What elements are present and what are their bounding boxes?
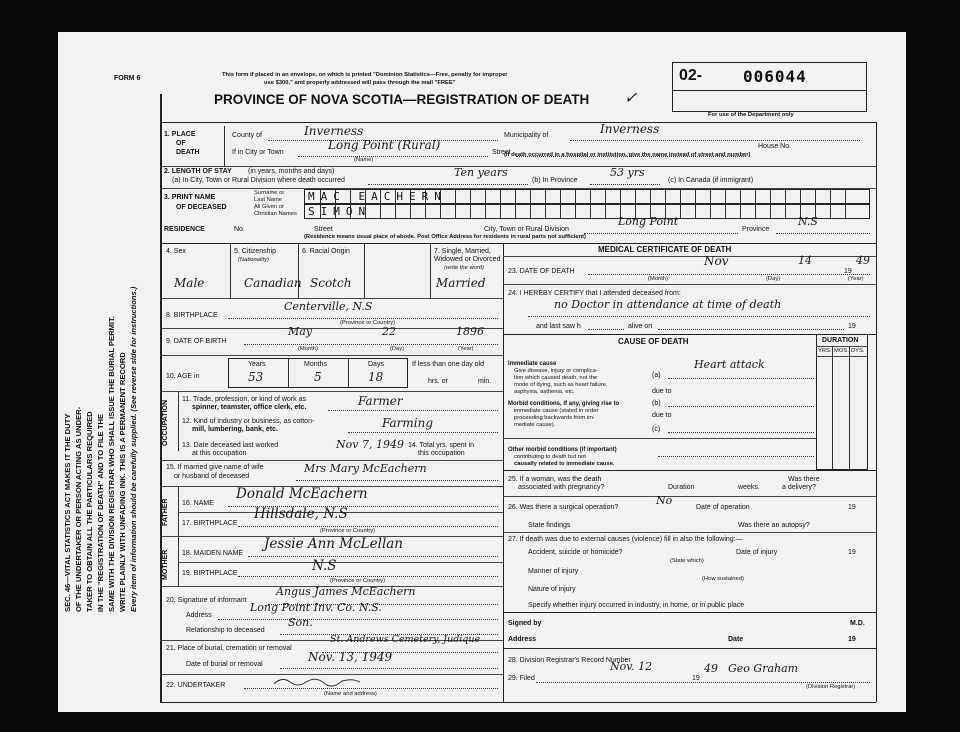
age-months: 5 — [314, 370, 322, 384]
surgical-value: No — [656, 494, 673, 507]
label-address-2: Address — [508, 636, 537, 643]
label-mother-maiden: 18. MAIDEN NAME — [182, 550, 244, 557]
label-father-name: 16. NAME — [182, 500, 214, 507]
trade-value: Farmer — [358, 394, 403, 408]
label-father-bp: 17. BIRTHPLACE — [182, 520, 238, 527]
label-christian: Christian Names — [254, 211, 297, 217]
burial-place-value: St. Andrews Cemetery, Judique — [330, 634, 481, 645]
label-racial: 6. Racial Origin — [302, 248, 350, 255]
label-stay-a: (a) In City, Town or Rural Division where death occurred — [172, 177, 345, 184]
dob-month: May — [288, 325, 313, 338]
morbid-desc-3: mediate cause). — [514, 422, 556, 428]
label-death: DEATH — [176, 149, 200, 156]
label-weeks: weeks. — [738, 484, 760, 491]
label-trade-b: spinner, teamster, office clerk, etc. — [192, 404, 307, 411]
label-record-number: 28. Division Registrar's Record Number — [508, 657, 631, 664]
label-place: 1. PLACE — [164, 131, 196, 138]
label-filed: 29. Filed — [508, 675, 535, 682]
label-pregnancy-b: associated with pregnancy? — [518, 484, 605, 491]
label-all-given: All Given or — [254, 204, 284, 210]
label-d-month: (Month) — [648, 276, 668, 282]
label-total-yrs-b: this occupation — [418, 450, 465, 457]
label-inj-19: 19 — [848, 549, 856, 556]
label-of: OF — [176, 140, 186, 147]
label-res-city: City, Town or Rural Division — [484, 226, 569, 233]
label-days: Days — [368, 361, 384, 368]
label-month: (Month) — [298, 346, 318, 352]
label-informant: 20. Signature of informant — [166, 597, 247, 604]
label-dur-dys: DYS. — [851, 348, 865, 354]
inf-address-value: Long Point Inv. Co. N.S. — [250, 601, 382, 614]
dept-use-note: For use of the Department only — [708, 112, 794, 118]
death-registration-form — [58, 32, 906, 712]
label-signed: Signed by — [508, 620, 542, 627]
side-line-4: IN THE "REGISTRATION OF DEATH" AND TO FILE THE — [96, 413, 105, 612]
label-name-small: (Name) — [354, 157, 374, 163]
city-value: Long Point (Rural) — [328, 138, 441, 152]
label-c: (c) — [652, 426, 661, 433]
mother-bp-value: N.S — [312, 558, 337, 574]
label-manner: Manner of injury — [528, 568, 579, 575]
label-alive-on: alive on — [628, 323, 653, 330]
death-day: 14 — [798, 254, 812, 267]
label-length-stay: 2. LENGTH OF STAY — [164, 168, 232, 175]
label-sign-19: 19 — [848, 636, 856, 643]
label-age: 10. AGE in — [166, 373, 200, 380]
label-last-worked: 13. Date deceased last worked — [182, 442, 279, 449]
label-spouse-b: or husband of deceased — [174, 473, 250, 480]
label-years: Years — [248, 361, 266, 368]
father-vertical — [162, 499, 169, 526]
label-autopsy: Was there an autopsy? — [738, 522, 810, 529]
label-prov-country-1: (Province or Country) — [340, 320, 396, 326]
label-min: min. — [478, 378, 492, 385]
label-morbid: Morbid conditions, if any, giving rise to — [508, 401, 620, 407]
label-inf-address: Address — [186, 612, 212, 619]
surname-value: MAC EACHERN — [308, 190, 447, 203]
label-b: (b) — [652, 400, 661, 407]
label-marital-c: (write the word) — [444, 265, 484, 271]
county-value: Inverness — [304, 124, 364, 138]
side-line-6: WRITE PLAINLY WITH UNFADING INK. THIS IS A PERMANENT RECORD — [118, 352, 127, 612]
label-surname: Surname or — [254, 190, 285, 196]
label-how-sustained: (How sustained) — [702, 576, 744, 582]
filed-date: Nov. 12 — [610, 660, 653, 673]
father-bp-value: Hillsdale, N.S — [254, 506, 348, 522]
filed-year: 49 — [704, 662, 718, 675]
reg-prefix: 02- — [679, 67, 703, 84]
label-last-worked-b: at this occupation — [192, 450, 247, 457]
father-name-value: Donald McEachern — [236, 486, 368, 502]
informant-value: Angus James McEachern — [276, 585, 416, 598]
label-nationality: (Nationality) — [238, 257, 269, 263]
label-d-year: (Year) — [848, 276, 864, 282]
label-pregnancy: 25. If a woman, was the death — [508, 476, 602, 483]
municipality-value: Inverness — [600, 122, 660, 136]
morbid-desc-1: immediate cause (stated in order — [514, 408, 599, 414]
label-filed-19: 19 — [692, 675, 700, 682]
label-municipality: Municipality of — [504, 132, 549, 139]
label-stay-b: (b) In Province — [532, 177, 578, 184]
label-print-name: 3. PRINT NAME — [164, 194, 216, 201]
imm-desc-2: tion which caused death, not the — [514, 375, 598, 381]
residence-note: (Residence means usual place of abode. Post Office Address for residents in rural parts not sufficient) — [304, 234, 586, 240]
label-res-no: No. — [234, 226, 245, 233]
label-surgical: 26. Was there a surgical operation? — [508, 504, 619, 511]
label-prov-country-3: (Province or Country) — [330, 578, 386, 584]
label-alive-19: 19 — [848, 323, 856, 330]
side-line-7: Every item of information should be carefully supplied. (See reverse side for instructions.) — [129, 286, 138, 612]
label-last-name: Last Name — [254, 197, 283, 203]
dob-year: 1896 — [456, 325, 484, 338]
label-last-saw: and last saw h — [536, 323, 581, 330]
age-years: 53 — [248, 370, 264, 384]
label-stay-note: (in years, months and days) — [248, 168, 335, 175]
given-cells — [304, 204, 870, 219]
label-citizenship: 5. Citizenship — [234, 248, 277, 255]
label-state-which: (State which) — [670, 558, 704, 564]
label-d-day: (Day) — [766, 276, 781, 282]
label-undertaker: 22. UNDERTAKER — [166, 682, 226, 689]
label-province: Province — [742, 226, 770, 233]
label-other-morbid: Other morbid conditions (if important) — [508, 447, 617, 453]
racial-value: Scotch — [310, 276, 352, 290]
label-less-one-day: If less than one day old — [412, 361, 484, 368]
death-year: 49 — [856, 254, 870, 267]
side-instructions — [62, 192, 174, 612]
label-preg-duration: Duration — [668, 484, 695, 491]
burial-date-value: Nov. 13, 1949 — [308, 650, 393, 664]
label-of-deceased: OF DECEASED — [176, 204, 227, 211]
citizenship-value: Canadian — [244, 276, 302, 290]
res-city-value: Long Point — [618, 215, 679, 228]
label-specify: Specify whether injury occurred in industry, in home, or in public place — [528, 602, 745, 609]
label-total-yrs: 14. Total yrs. spent in — [408, 442, 475, 449]
medical-title: MEDICAL CERTIFICATE OF DEATH — [598, 245, 732, 254]
label-due-to-1: due to — [652, 388, 672, 395]
label-date-op: Date of operation — [696, 504, 750, 511]
label-nature: Nature of injury — [528, 586, 576, 593]
label-duration: DURATION — [822, 337, 859, 344]
label-delivery-1: Was there — [788, 476, 820, 483]
form-title: PROVINCE OF NOVA SCOTIA—REGISTRATION OF DEATH — [214, 92, 590, 107]
label-dur-yrs: YRS. — [818, 348, 832, 354]
label-certify: 24. I HEREBY CERTIFY that I attended deceased from: — [508, 290, 681, 297]
relationship-value: Son. — [288, 616, 313, 629]
label-delivery-2: a delivery? — [782, 484, 816, 491]
spouse-value: Mrs Mary McEachern — [304, 462, 427, 475]
label-findings: State findings — [528, 522, 571, 529]
label-burial-date: Date of burial or removal — [186, 661, 263, 668]
mother-vertical — [162, 550, 169, 580]
occupation-vertical — [162, 400, 169, 446]
label-year: (Year) — [458, 346, 474, 352]
reg-number: 006044 — [743, 67, 807, 86]
surname-cells — [304, 189, 870, 204]
imm-desc-3: mode of dying, such as heart failure, — [514, 382, 608, 388]
label-res-street: Street — [314, 226, 333, 233]
side-line-5: SAME WITH THE DIVISION REGISTRAR WHO SHALL ISSUE THE BURIAL PERMIT. — [107, 316, 116, 612]
label-dur-mos: MOS. — [834, 348, 849, 354]
other-desc-1: contributing to death but not — [514, 454, 586, 460]
label-accident: Accident, suicide or homicide? — [528, 549, 623, 556]
label-birthplace: 8. BIRTHPLACE — [166, 312, 218, 319]
label-prov-country-2: (Province or Country) — [320, 528, 376, 534]
label-industry-b: mill, lumbering, bank, etc. — [192, 426, 278, 433]
death-month: Nov — [704, 254, 729, 268]
cause-title: CAUSE OF DEATH — [618, 337, 689, 346]
res-prov-value: N.S — [798, 215, 818, 228]
title-check: ✓ — [624, 88, 638, 107]
label-residence: RESIDENCE — [164, 226, 205, 233]
label-relationship: Relationship to deceased — [186, 627, 265, 634]
mail-notice-2: use $300," and properly addressed will pass through the mail "FREE" — [264, 80, 456, 86]
label-due-to-2: due to — [652, 412, 672, 419]
side-line-3: TAKER TO OBTAIN ALL THE PARTICULARS REQUIRED — [85, 411, 94, 612]
hospital-note: (If death occurred in a hospital or institution, give the name instead of street and number) — [504, 152, 751, 158]
label-if-city: If in City or Town — [232, 149, 284, 156]
attended-value: no Doctor in attendance at time of death — [554, 298, 782, 311]
death-year-prefix: 19 — [844, 268, 852, 275]
imm-desc-4: asphyxia, asthenia, etc. — [514, 389, 575, 395]
mother-maiden-value: Jessie Ann McLellan — [264, 536, 404, 552]
registration-number-box — [672, 62, 867, 112]
label-mother-bp: 19. BIRTHPLACE — [182, 570, 238, 577]
label-spouse: 15. If married give name of wife — [166, 464, 264, 471]
industry-value: Farming — [382, 416, 434, 430]
label-street: Street — [492, 149, 511, 156]
label-external: 27. If death was due to external causes (violence) fill in also the following:— — [508, 536, 743, 543]
imm-desc-1: Give disease, injury or complica- — [514, 368, 598, 374]
last-worked-value: Nov 7, 1949 — [336, 438, 404, 451]
label-county: County of — [232, 132, 262, 139]
stay-a-value: Ten years — [454, 166, 508, 179]
marital-value: Married — [436, 276, 486, 290]
label-stay-c: (c) In Canada (if immigrant) — [668, 177, 754, 184]
stay-b-value: 53 yrs — [610, 166, 645, 179]
label-date-injury: Date of injury — [736, 549, 778, 556]
age-days: 18 — [368, 370, 384, 384]
occupation-label: OCCUPATION — [162, 399, 169, 446]
undertaker-signature-icon — [272, 674, 362, 688]
cause-a-value: Heart attack — [694, 358, 765, 371]
other-desc-2: causally related to immediate cause. — [514, 461, 615, 467]
label-marital-b: Widowed or Divorced — [434, 256, 501, 263]
label-name-address: (Name and address) — [324, 691, 377, 697]
father-label: FATHER — [162, 498, 169, 526]
label-sex: 4. Sex — [166, 248, 186, 255]
label-trade: 11. Trade, profession, or kind of work as — [182, 396, 306, 403]
given-value: SIMON — [308, 205, 372, 218]
label-industry: 12. Kind of industry or business, as cotton- — [182, 418, 315, 425]
label-date-death: 23. DATE OF DEATH — [508, 268, 575, 275]
label-dob: 9. DATE OF BIRTH — [166, 338, 227, 345]
label-months: Months — [304, 361, 327, 368]
side-line-2: OF THE UNDERTAKER OR PERSON ACTING AS UNDER- — [74, 406, 83, 612]
label-op-19: 19 — [848, 504, 856, 511]
morbid-desc-2: proceeding backwards from im- — [514, 415, 595, 421]
registrar-signature: Geo Graham — [728, 662, 799, 675]
label-a: (a) — [652, 372, 661, 379]
label-div-registrar: (Division Registrar) — [806, 684, 856, 690]
mail-notice-1: This form if placed in an envelope, on which is printed "Dominion Statistics—Free, penalty for improper — [222, 72, 508, 78]
mother-label: MOTHER — [162, 549, 169, 580]
label-day: (Day) — [390, 346, 405, 352]
label-immediate: Immediate cause — [508, 361, 557, 367]
form-number: FORM 6 — [114, 75, 141, 82]
label-hrs: hrs. or — [428, 378, 448, 385]
side-line-1: SEC. 46—VITAL STATISTICS ACT MAKES IT THE DUTY — [63, 413, 72, 612]
dob-day: 22 — [382, 325, 396, 338]
label-date: Date — [728, 636, 744, 643]
label-marital: 7. Single, Married, — [434, 248, 491, 255]
label-house-no: House No. — [758, 143, 792, 150]
label-burial-place: 21. Place of burial, cremation or removal — [166, 645, 292, 652]
sex-value: Male — [174, 276, 205, 290]
birthplace-value: Centerville, N.S — [284, 300, 373, 313]
label-md: M.D. — [850, 620, 865, 627]
